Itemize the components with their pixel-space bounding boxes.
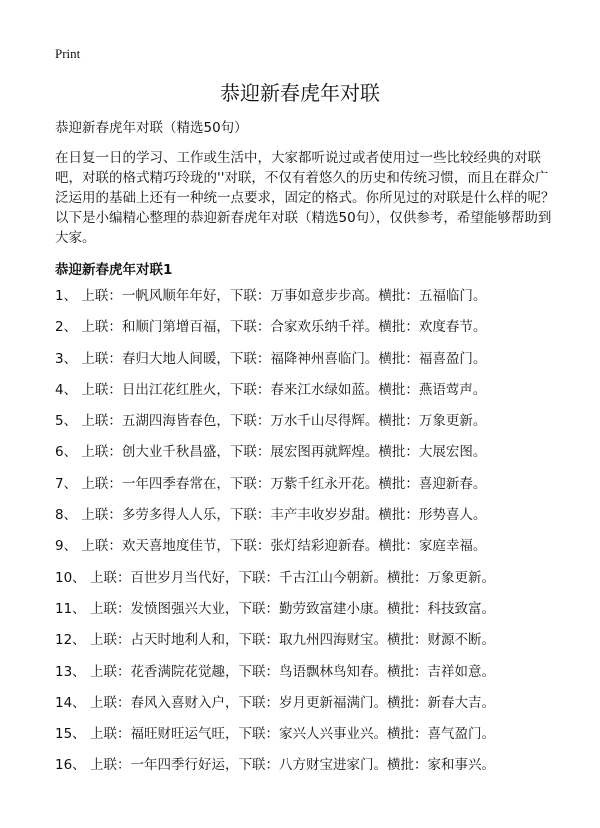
couplet-list — [55, 286, 560, 775]
list-item: 3、 上联：春归大地人间暖，下联：福降神州喜临门。横批：福喜盈门。 — [55, 350, 487, 367]
list-item: 12、 上联：占天时地利人和，下联：取九州四海财宝。横批：财源不断。 — [55, 632, 495, 649]
list-item: 14、 上联：春风入喜财入户，下联：岁月更新福满门。横批：新春大吉。 — [55, 694, 495, 711]
list-item: 5、 上联：五湖四海皆春色，下联：万水千山尽得辉。横批：万象更新。 — [55, 413, 487, 430]
page-title: 恭迎新春虎年对联 — [220, 81, 380, 105]
list-item: 8、 上联：多劳多得人人乐，下联：丰产丰收岁岁甜。横批：形势喜人。 — [55, 507, 487, 524]
section-heading: 恭迎新春虎年对联1 — [55, 262, 173, 278]
list-item: 1、 上联：一帆风顺年年好，下联：万事如意步步高。横批：五福临门。 — [55, 288, 487, 304]
list-item: 4、 上联：日出江花红胜火，下联：春来江水绿如蓝。横批：燕语莺声。 — [55, 381, 487, 398]
list-item: 13、 上联：花香满院花觉趣，下联：鸟语飘林鸟知春。横批：吉祥如意。 — [55, 663, 495, 680]
list-item: 6、 上联：创大业千秋昌盛，下联：展宏图再就辉煌。横批：大展宏图。 — [55, 444, 487, 461]
list-item: 16、 上联：一年四季行好运，下联：八方财宝进家门。横批：家和事兴。 — [55, 757, 495, 774]
print-link[interactable]: Print — [55, 46, 81, 61]
list-item: 11、 上联：发愤图强兴大业，下联：勤劳致富建小康。横批：科技致富。 — [55, 600, 495, 617]
intro-paragraph: 在日复一日的学习、工作或生活中，大家都听说过或者使用过一些比较经典的对联吧，对联的格式精巧玲珑的''对联，不仅有着悠久的历史和传统习惯，而且在群众广泛运用的基础上还有一种统一点要求，固定的格式。你所见过的对联是什么样的呢？以下是小编精心整理的恭迎新春虎年对联（精选50句），仅供参考，希望能够帮助到大家。 — [55, 150, 555, 246]
subtitle: 恭迎新春虎年对联（精选50句） — [55, 120, 248, 136]
list-item: 7、 上联：一年四季春常在，下联：万紫千红永开花。横批：喜迎新春。 — [55, 475, 487, 492]
list-item: 10、 上联：百世岁月当代好，下联：千古江山今朝新。横批：万象更新。 — [55, 569, 495, 586]
list-item: 2、 上联：和顺门第增百福，下联：合家欢乐纳千祥。横批：欢度春节。 — [55, 319, 487, 336]
list-item: 15、 上联：福旺财旺运气旺，下联：家兴人兴事业兴。横批：喜气盈门。 — [55, 726, 495, 743]
list-item: 9、 上联：欢天喜地度佳节，下联：张灯结彩迎新春。横批：家庭幸福。 — [55, 538, 487, 555]
